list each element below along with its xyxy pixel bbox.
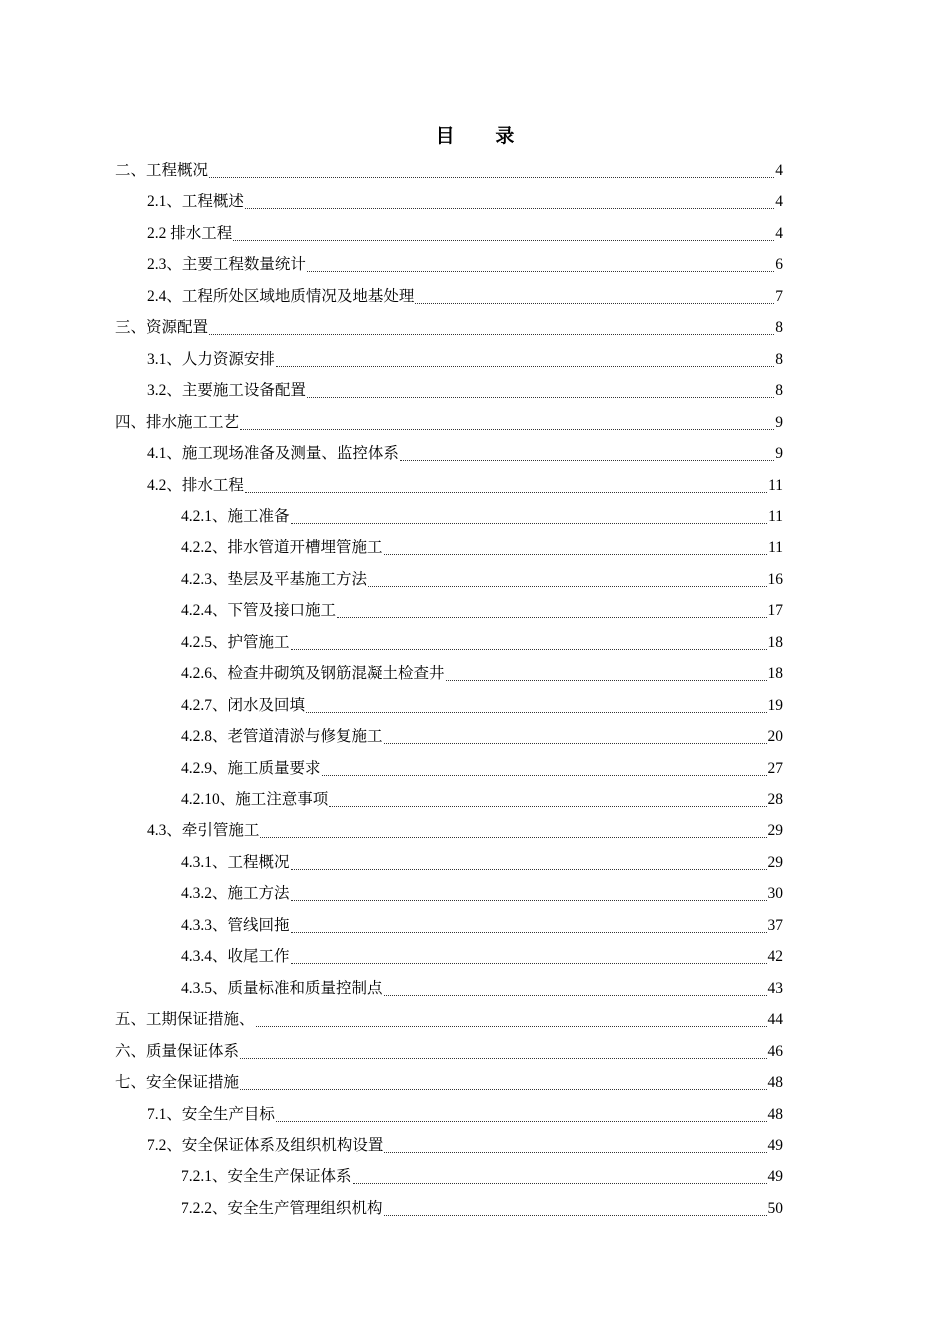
toc-entry-label: 2.4、工程所处区域地质情况及地基处理 xyxy=(147,287,415,305)
toc-entry-page-number: 46 xyxy=(767,1042,783,1060)
toc-entry[interactable] xyxy=(181,1157,783,1187)
toc-entry-page-number: 44 xyxy=(767,1011,783,1029)
toc-entry-label: 7.2、安全保证体系及组织机构设置 xyxy=(147,1136,384,1154)
toc-entry-label: 2.3、主要工程数量统计 xyxy=(147,256,306,274)
toc-entry-page-number: 4 xyxy=(775,193,783,211)
toc-entry[interactable] xyxy=(147,340,783,370)
toc-entry-page-number: 18 xyxy=(767,665,783,683)
toc-entry[interactable] xyxy=(147,182,783,212)
toc-entry[interactable] xyxy=(181,749,783,779)
toc-entry-label: 2.2 排水工程 xyxy=(147,224,233,242)
dot-leader xyxy=(384,1138,766,1153)
toc-entry-label: 4.3.1、工程概况 xyxy=(181,853,290,871)
toc-entry-page-number: 4 xyxy=(775,162,783,179)
toc-entry[interactable] xyxy=(115,308,783,338)
toc-entry[interactable] xyxy=(147,434,783,464)
toc-entry-label: 4.1、施工现场准备及测量、监控体系 xyxy=(147,445,399,463)
toc-entry[interactable] xyxy=(147,466,783,496)
toc-entry-label: 7.1、安全生产目标 xyxy=(147,1105,275,1123)
dot-leader xyxy=(353,1169,767,1184)
toc-entry-label: 二、工程概况 xyxy=(115,162,209,179)
toc-entry-label: 4.2.6、检查井砌筑及钢筋混凝土检查井 xyxy=(181,665,445,683)
toc-entry-page-number: 16 xyxy=(767,570,783,588)
toc-entry-page-number: 9 xyxy=(775,413,783,431)
toc-entry-page-number: 49 xyxy=(767,1136,783,1154)
toc-entry-label: 4.3.4、收尾工作 xyxy=(181,948,290,966)
toc-entry[interactable] xyxy=(181,528,783,558)
dot-leader xyxy=(329,792,766,807)
dot-leader xyxy=(209,163,774,178)
toc-entry-page-number: 4 xyxy=(775,224,783,242)
toc-entry[interactable] xyxy=(181,717,783,747)
toc-entry-label: 4.2.7、闭水及回填 xyxy=(181,696,306,714)
toc-entry-label: 3.1、人力资源安排 xyxy=(147,350,275,368)
toc-entry-label: 4.2.2、排水管道开槽埋管施工 xyxy=(181,539,383,557)
dot-leader xyxy=(233,226,774,241)
toc-entry[interactable] xyxy=(115,1032,783,1062)
dot-leader xyxy=(209,320,774,335)
toc-entry[interactable] xyxy=(147,811,783,841)
toc-entry-label: 4.2.8、老管道清淤与修复施工 xyxy=(181,728,383,746)
toc-entry[interactable] xyxy=(147,371,783,401)
toc-entry-page-number: 28 xyxy=(767,791,783,808)
toc-entry-label: 五、工期保证措施、 xyxy=(115,1011,255,1029)
toc-entry-page-number: 17 xyxy=(767,602,783,620)
dot-leader xyxy=(384,729,767,744)
dot-leader xyxy=(291,509,768,524)
toc-entry-page-number: 29 xyxy=(767,822,783,840)
toc-entry-page-number: 30 xyxy=(767,885,783,903)
toc-entry-page-number: 48 xyxy=(767,1105,783,1123)
toc-entry[interactable] xyxy=(115,151,783,181)
toc-entry[interactable] xyxy=(181,1189,783,1219)
toc-entry[interactable] xyxy=(147,1126,783,1156)
toc-entry[interactable] xyxy=(181,591,783,621)
toc-entry-label: 4.3.3、管线回拖 xyxy=(181,916,290,934)
toc-entry-label: 4.2.9、施工质量要求 xyxy=(181,759,321,777)
toc-entry-label: 4.2、排水工程 xyxy=(147,476,244,494)
toc-entry-label: 4.2.4、下管及接口施工 xyxy=(181,602,337,620)
toc-entry-label: 7.2.1、安全生产保证体系 xyxy=(181,1168,352,1186)
toc-entry-page-number: 11 xyxy=(768,507,783,525)
toc-entry-label: 4.3.5、质量标准和质量控制点 xyxy=(181,979,383,997)
toc-entry-label: 4.2.5、护管施工 xyxy=(181,633,290,651)
dot-leader xyxy=(256,1012,767,1027)
toc-entry[interactable] xyxy=(181,686,783,716)
toc-entry-page-number: 48 xyxy=(767,1074,783,1092)
toc-entry-page-number: 7 xyxy=(775,287,783,305)
toc-entry-label: 三、资源配置 xyxy=(115,319,209,337)
dot-leader xyxy=(291,949,767,964)
dot-leader xyxy=(276,1107,767,1122)
toc-entry[interactable] xyxy=(181,937,783,967)
toc-entry[interactable] xyxy=(181,843,783,873)
dot-leader xyxy=(384,1201,767,1216)
dot-leader xyxy=(291,886,767,901)
dot-leader xyxy=(307,257,774,272)
dot-leader xyxy=(307,383,774,398)
toc-entry-page-number: 11 xyxy=(768,539,783,557)
toc-entry-page-number: 18 xyxy=(767,633,783,651)
dot-leader xyxy=(291,855,767,870)
toc-entry-page-number: 19 xyxy=(767,696,783,714)
toc-entry-page-number: 49 xyxy=(767,1168,783,1186)
dot-leader xyxy=(245,478,767,493)
toc-entry-page-number: 27 xyxy=(767,759,783,777)
toc-entry-label: 7.2.2、安全生产管理组织机构 xyxy=(181,1199,383,1217)
dot-leader xyxy=(400,446,774,461)
toc-entry-label: 4.2.3、垫层及平基施工方法 xyxy=(181,570,368,588)
toc-entry[interactable] xyxy=(181,497,783,527)
toc-entry[interactable] xyxy=(147,1095,783,1125)
toc-entry-page-number: 42 xyxy=(767,948,783,966)
dot-leader xyxy=(291,635,767,650)
toc-entry-page-number: 29 xyxy=(767,853,783,871)
toc-entry-label: 2.1、工程概述 xyxy=(147,193,244,211)
toc-entry-label: 四、排水施工工艺 xyxy=(115,413,240,431)
toc-entry[interactable] xyxy=(181,623,783,653)
toc-entry-page-number: 9 xyxy=(775,445,783,463)
toc-entry-label: 3.2、主要施工设备配置 xyxy=(147,382,306,400)
toc-entry[interactable] xyxy=(115,1000,783,1030)
toc-entry-page-number: 37 xyxy=(767,916,783,934)
toc-entry-page-number: 20 xyxy=(767,728,783,746)
toc-title: 目 录 xyxy=(435,126,533,147)
toc-entry-page-number: 43 xyxy=(767,979,783,997)
toc-entry[interactable] xyxy=(181,906,783,936)
toc-entry[interactable] xyxy=(181,874,783,904)
toc-entry-page-number: 8 xyxy=(775,350,783,368)
toc-entry[interactable] xyxy=(181,969,783,999)
dot-leader xyxy=(384,540,768,555)
toc-entry-label: 七、安全保证措施 xyxy=(115,1074,240,1092)
dot-leader xyxy=(322,761,767,776)
dot-leader xyxy=(240,1044,766,1059)
toc-entry-label: 4.2.10、施工注意事项 xyxy=(181,791,329,808)
dot-leader xyxy=(306,698,766,713)
toc-entry-label: 4.3.2、施工方法 xyxy=(181,885,290,903)
toc-entry[interactable] xyxy=(115,1063,783,1093)
dot-leader xyxy=(415,289,774,304)
dot-leader xyxy=(240,415,774,430)
dot-leader xyxy=(384,981,767,996)
toc-entry-page-number: 8 xyxy=(775,319,783,337)
toc-entry-label: 4.3、牵引管施工 xyxy=(147,822,260,840)
toc-entry[interactable] xyxy=(115,403,783,433)
dot-leader xyxy=(276,352,774,367)
toc-entry-label: 4.2.1、施工准备 xyxy=(181,507,290,525)
dot-leader xyxy=(446,666,767,681)
toc-entry-page-number: 6 xyxy=(775,256,783,274)
toc-entry[interactable] xyxy=(147,277,783,307)
dot-leader xyxy=(260,823,766,838)
toc-entry[interactable] xyxy=(181,780,783,810)
toc-entry[interactable] xyxy=(181,654,783,684)
toc-entry[interactable] xyxy=(147,245,783,275)
dot-leader xyxy=(368,572,766,587)
dot-leader xyxy=(337,603,766,618)
toc-entry-page-number: 11 xyxy=(768,476,783,494)
toc-entry-page-number: 50 xyxy=(767,1199,783,1217)
toc-entry[interactable] xyxy=(147,214,783,244)
dot-leader xyxy=(240,1075,766,1090)
dot-leader xyxy=(245,194,774,209)
toc-entry-label: 六、质量保证体系 xyxy=(115,1042,240,1060)
dot-leader xyxy=(291,918,767,933)
toc-entry-page-number: 8 xyxy=(775,382,783,400)
toc-entry[interactable] xyxy=(181,560,783,590)
